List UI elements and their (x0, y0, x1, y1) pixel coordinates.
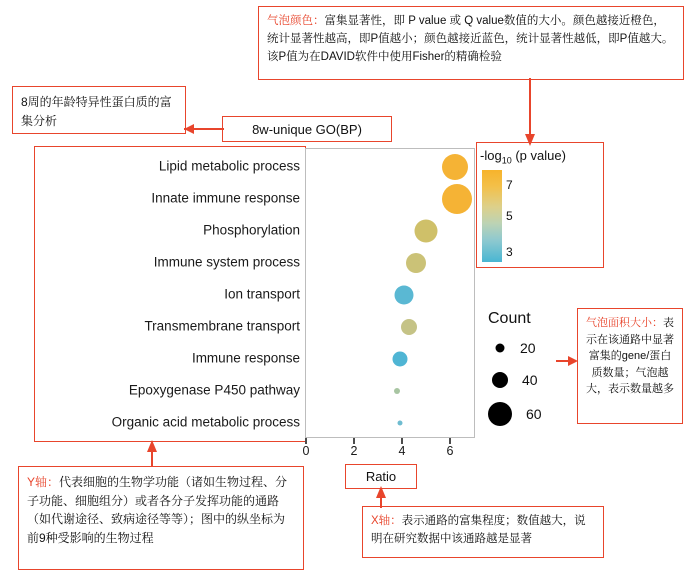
x-axis-annotation-text: 表示通路的富集程度；数值越大，说明在研究数据中该通路越是显著 (371, 515, 586, 545)
bubble-area-annotation (577, 308, 683, 424)
chart-title: 8w-unique GO(BP) (252, 121, 362, 137)
bubble-area-annotation-text: 表示在该通路中显著富集的gene/蛋白质数量；气泡越大，表示数量越多 (586, 317, 674, 395)
y-axis-label-7: Epoxygenase P450 pathway (128, 382, 300, 398)
enrichment-analysis-annotation (12, 86, 186, 134)
y-axis-label-3: Immune system process (153, 254, 300, 270)
chart-plot-area (305, 148, 475, 438)
bubble-color-annotation-label: 气泡颜色： (267, 15, 325, 27)
color-legend-title-main: -log (480, 148, 502, 163)
color-legend-tick-7: 7 (506, 178, 513, 192)
color-legend-highlight-box (476, 142, 604, 268)
bubble-ion-transport (395, 286, 414, 305)
x-axis-annotation-label: X轴： (371, 515, 402, 527)
y-axis-label-6: Immune response (191, 350, 300, 366)
bubble-lipid-metabolic-process (442, 154, 468, 180)
bubble-area-annotation-label: 气泡面积大小： (586, 317, 663, 329)
size-legend-dot-60 (488, 402, 512, 426)
arrow-topnote-to-legend (520, 78, 540, 148)
size-legend-title: Count (488, 310, 531, 327)
y-axis-label-0: Lipid metabolic process (158, 158, 300, 174)
size-legend-label-60: 60 (526, 406, 542, 422)
size-legend-label-40: 40 (522, 372, 538, 388)
bubble-color-annotation (258, 6, 684, 80)
y-axis-label-8: Organic acid metabolic process (111, 414, 300, 430)
bubble-color-annotation-text: 富集显著性，即 P value 或 Q value数值的大小。颜色越接近橙色，统计显著性越高，即P值越小；颜色越接近蓝色，统计显著性越低，即P值越大。该P值为在DAVID软件中使用Fisher的精确检验 (267, 15, 674, 63)
bubble-innate-immune-response (442, 184, 472, 214)
y-axis-annotation-text: 代表细胞的生物学功能（诸如生物过程、分子功能、细胞组分）或者各分子发挥功能的通路（如代谢途径、致病途径等等）；图中的纵坐标为前9种受影响的生物过程 (27, 475, 288, 545)
chart-title-box (222, 116, 392, 142)
x-tick-label-0: 0 (302, 444, 310, 458)
bubble-transmembrane-transport (401, 319, 417, 335)
arrow-sizelegend-to-note (556, 352, 580, 370)
x-tick-label-3: 6 (446, 444, 454, 458)
arrow-yaxis-note-to-labels (142, 440, 162, 468)
bubble-epoxygenase-p450-pathway (394, 388, 400, 394)
bubble-immune-response (393, 352, 408, 367)
arrow-title-to-left-note (170, 112, 228, 146)
y-axis-annotation (18, 466, 304, 570)
y-axis-label-4: Ion transport (224, 286, 300, 302)
x-tick-label-2: 4 (398, 444, 406, 458)
bubble-immune-system-process (406, 253, 426, 273)
y-axis-label-1: Innate immune response (151, 190, 300, 206)
x-axis-title: Ratio (365, 469, 397, 484)
x-axis-annotation (362, 506, 604, 558)
size-legend-dot-20 (496, 344, 505, 353)
y-axis-annotation-label: Y轴： (27, 475, 60, 489)
bubble-organic-acid-metabolic-process (398, 421, 403, 426)
arrow-xaxis-note-to-ratio (371, 486, 391, 510)
color-legend-tick-3: 3 (506, 245, 513, 259)
color-legend-title-sub: 10 (501, 155, 512, 166)
y-axis-label-5: Transmembrane transport (144, 318, 300, 334)
size-legend-dot-40 (492, 372, 508, 388)
enrichment-analysis-annotation-text: 8周的年龄特异性蛋白质的富集分析 (21, 95, 172, 128)
size-legend-label-20: 20 (520, 340, 536, 356)
y-axis-label-highlight-box (34, 146, 306, 442)
x-tick-label-1: 2 (350, 444, 358, 458)
size-legend (488, 310, 560, 435)
y-axis-label-2: Phosphorylation (203, 222, 300, 238)
color-legend-title-rest: (p value) (511, 148, 566, 163)
bubble-phosphorylation (415, 220, 438, 243)
color-legend-tick-5: 5 (506, 209, 513, 223)
